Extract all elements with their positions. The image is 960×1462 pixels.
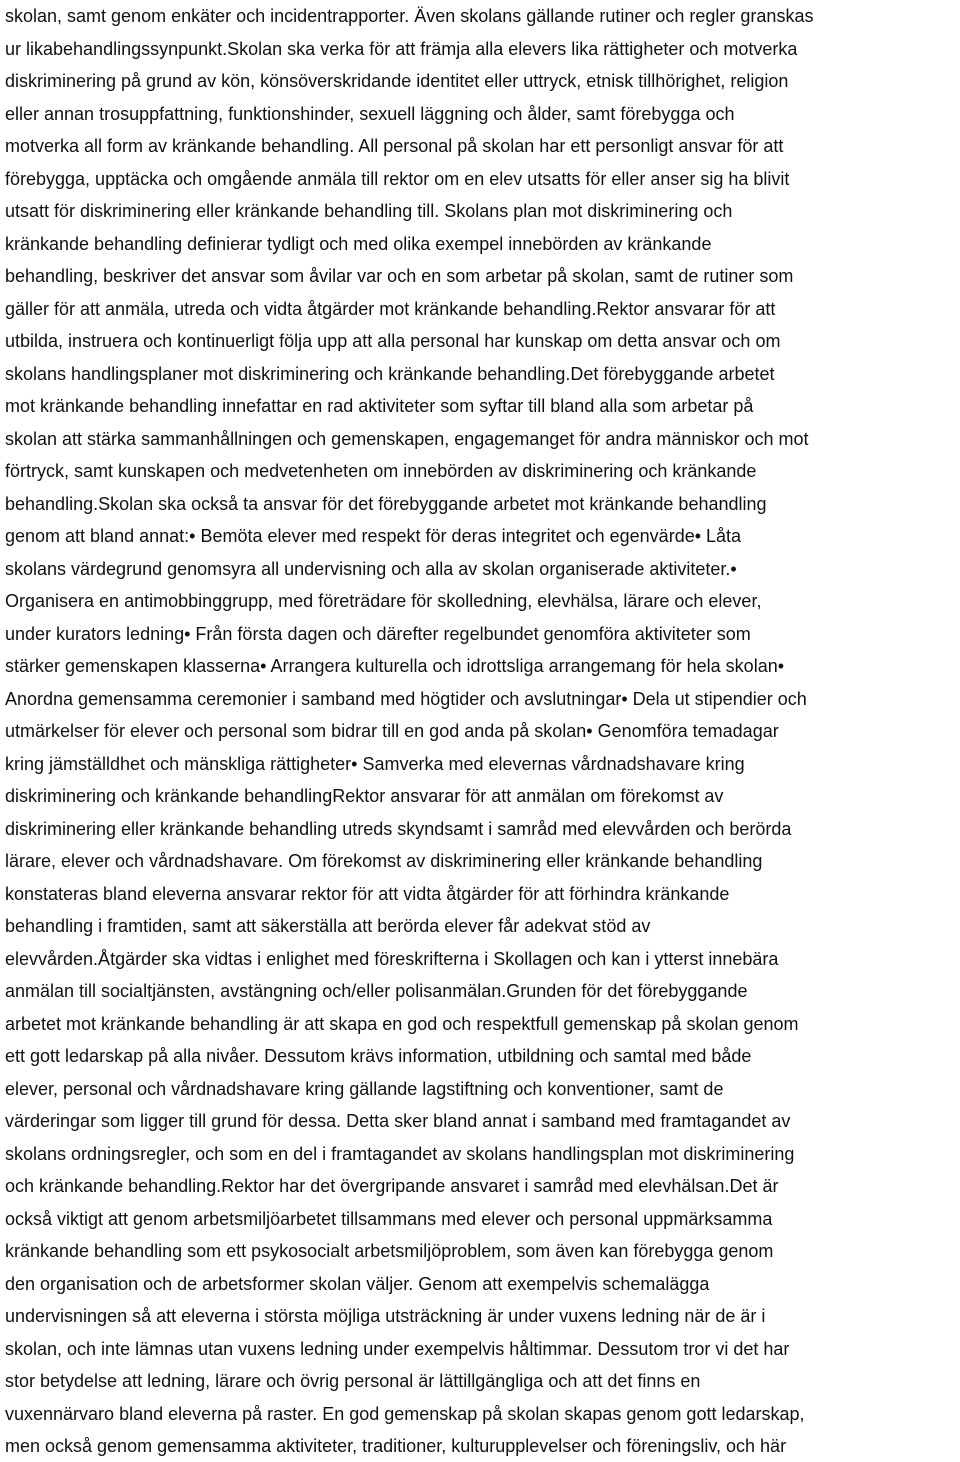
text-line: vuxennärvaro bland eleverna på raster. En god gemenskap på skolan skapas genom gott ledarskap, xyxy=(5,1403,805,1424)
text-line: konstateras bland eleverna ansvarar rektor för att vidta åtgärder för att förhindra kränkande xyxy=(5,883,730,904)
text-line: skolans handlingsplaner mot diskriminering och kränkande behandling.Det förebyggande arbetet xyxy=(5,363,775,384)
text-line: elever, personal och vårdnadshavare kring gällande lagstiftning och konventioner, samt de xyxy=(5,1078,724,1099)
text-line: också viktigt att genom arbetsmiljöarbetet tillsammans med elever och personal uppmärksamma xyxy=(5,1208,773,1229)
text-line: och kränkande behandling.Rektor har det övergripande ansvaret i samråd med elevhälsan.Det är xyxy=(5,1176,779,1196)
text-line: utsatt för diskriminering eller kränkande behandling till. Skolans plan mot diskriminering och xyxy=(5,201,733,221)
text-line: arbetet mot kränkande behandling är att skapa en god och respektfull gemenskap på skolan genom xyxy=(5,1013,799,1034)
text-line: undervisningen så att eleverna i största möjliga utsträckning är under vuxens ledning när de är i xyxy=(5,1306,766,1326)
text-line: diskriminering på grund av kön, könsöverskridande identitet eller uttryck, etnisk tillhörighet, religion xyxy=(5,71,789,91)
text-line: behandling i framtiden, samt att säkerställa att berörda elever får adekvat stöd av xyxy=(5,916,651,936)
text-line: kränkande behandling som ett psykosocialt arbetsmiljöproblem, som även kan förebygga genom xyxy=(5,1241,774,1261)
text-line: gäller för att anmäla, utreda och vidta åtgärder mot kränkande behandling.Rektor ansvarar för att xyxy=(5,298,776,319)
text-line: utbilda, instruera och kontinuerligt följa upp att alla personal har kunskap om detta ansvar och om xyxy=(5,331,781,351)
text-line: Organisera en antimobbinggrupp, med företrädare för skolledning, elevhälsa, lärare och elever, xyxy=(5,591,762,611)
text-line: ur likabehandlingssynpunkt.Skolan ska verka för att främja alla elevers lika rättigheter och motverka xyxy=(5,38,798,59)
text-line: utmärkelser för elever och personal som bidrar till en god anda på skolan• Genomföra temadagar xyxy=(5,721,779,741)
text-line: skolan, och inte lämnas utan vuxens ledning under exempelvis håltimmar. Dessutom tror vi det har xyxy=(5,1338,790,1359)
text-line: Anordna gemensamma ceremonier i samband med högtider och avslutningar• Dela ut stipendier och xyxy=(5,688,807,709)
text-line: anmälan till socialtjänsten, avstängning och/eller polisanmälan.Grunden för det förebyggande xyxy=(5,981,748,1001)
text-line: eller annan trosuppfattning, funktionshinder, sexuell läggning och ålder, samt förebygga och xyxy=(5,103,735,124)
text-line: den organisation och de arbetsformer skolan väljer. Genom att exempelvis schemalägga xyxy=(5,1273,710,1294)
text-line: stor betydelse att ledning, lärare och övrig personal är lättillgängliga och att det finns en xyxy=(5,1371,701,1391)
text-line: skolans ordningsregler, och som en del i framtagandet av skolans handlingsplan mot diskriminering xyxy=(5,1143,795,1164)
text-line: diskriminering eller kränkande behandling utreds skyndsamt i samråd med elevvården och berörda xyxy=(5,818,792,839)
text-line: lärare, elever och vårdnadshavare. Om förekomst av diskriminering eller kränkande behandling xyxy=(5,851,763,871)
text-line: diskriminering och kränkande behandlingRektor ansvarar för att anmälan om förekomst av xyxy=(5,786,724,806)
text-line: genom att bland annat:• Bemöta elever med respekt för deras integritet och egenvärde• Låta xyxy=(5,526,742,546)
text-line: värderingar som ligger till grund för dessa. Detta sker bland annat i samband med framtagandet av xyxy=(5,1111,791,1131)
text-line: motverka all form av kränkande behandling. All personal på skolan har ett personligt ansvar för att xyxy=(5,136,784,156)
text-line: under kurators ledning• Från första dagen och därefter regelbundet genomföra aktiviteter som xyxy=(5,623,751,644)
text-line: förtryck, samt kunskapen och medvetenheten om innebörden av diskriminering och kränkande xyxy=(5,461,757,481)
text-line: förebygga, upptäcka och omgående anmäla till rektor om en elev utsatts för eller anser sig ha blivit xyxy=(5,168,790,189)
text-line: kränkande behandling definierar tydligt och med olika exempel innebörden av kränkande xyxy=(5,233,712,254)
text-line: skolan att stärka sammanhållningen och gemenskapen, engagemanget för andra människor och mot xyxy=(5,428,809,449)
text-line: kring jämställdhet och mänskliga rättigheter• Samverka med elevernas vårdnadshavare kring xyxy=(5,753,745,774)
text-line: behandling, beskriver det ansvar som åvilar var och en som arbetar på skolan, samt de rutiner som xyxy=(5,266,794,286)
text-line: mot kränkande behandling innefattar en rad aktiviteter som syftar till bland alla som arbetar på xyxy=(5,396,754,416)
text-line: elevvården.Åtgärder ska vidtas i enlighet med föreskrifterna i Skollagen och kan i ytterst innebära xyxy=(5,948,779,969)
text-line: behandling.Skolan ska också ta ansvar för det förebyggande arbetet mot kränkande behandling xyxy=(5,493,767,514)
text-line: ett gott ledarskap på alla nivåer. Dessutom krävs information, utbildning och samtal med både xyxy=(5,1046,752,1066)
text-line: skolans värdegrund genomsyra all undervisning och alla av skolan organiserade aktiviteter.• xyxy=(5,558,737,579)
text-line: men också genom gemensamma aktiviteter, traditioner, kulturupplevelser och föreningsliv, och här xyxy=(5,1436,787,1456)
text-line: skolan, samt genom enkäter och incidentrapporter. Även skolans gällande rutiner och regler granskas xyxy=(5,6,814,26)
text-line: stärker gemenskapen klasserna• Arrangera kulturella och idrottsliga arrangemang för hela skolan• xyxy=(5,656,785,676)
